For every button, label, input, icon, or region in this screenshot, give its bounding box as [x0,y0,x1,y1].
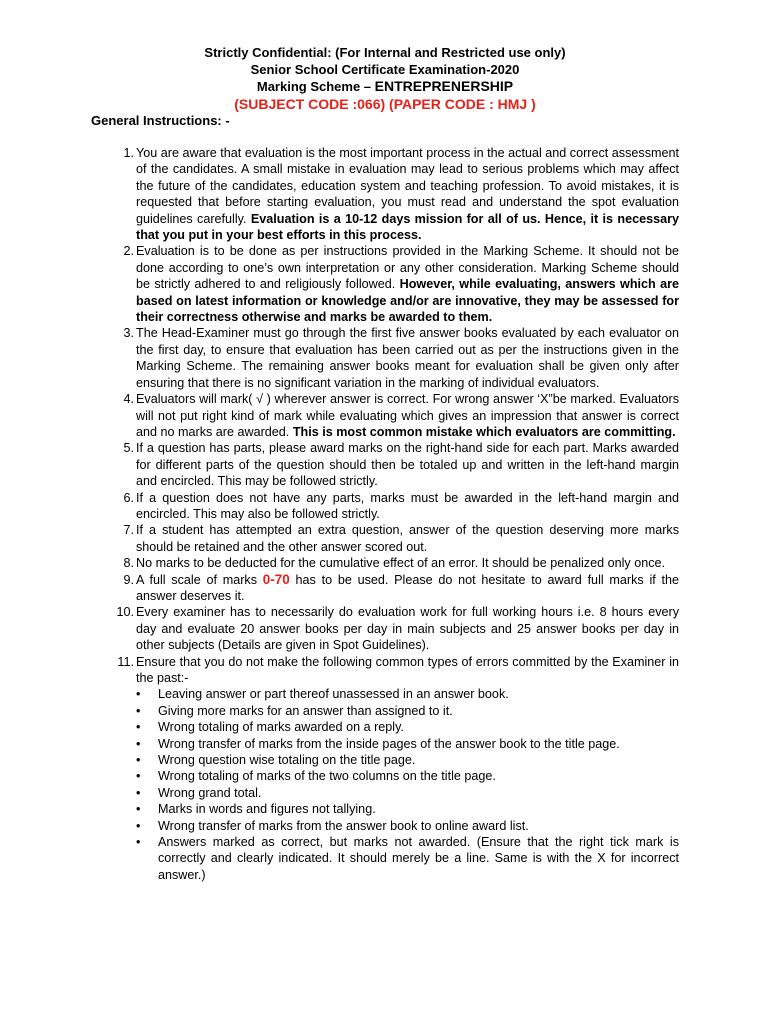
marks-range-highlight: 0-70 [262,571,290,587]
instruction-text: Evaluation is to be done as per instructions provided in the Marking Scheme. It should not be done according to one’s own interpretation or any other consideration. Marking Scheme should be strictly adhered to and religiously followed. [136,244,679,292]
bullet-text: Giving more marks for an answer than assigned to it. [158,703,453,718]
general-instructions-heading: General Instructions: - [91,113,230,128]
instruction-number: 3. [123,326,134,341]
subject-name: ENTREPRENERSHIP [374,78,514,94]
instruction-item [123,571,679,605]
instruction-text: Evaluators will mark( √ ) wherever answer is correct. For wrong answer ‘X”be marked. Evaluators will not put right kind of mark while evaluating which gives an impression that answer is correct and no marks are awarded. [136,392,679,439]
common-errors-list [136,686,679,883]
instruction-item [123,391,679,440]
error-bullet-item [136,736,679,752]
instruction-text: has to be used. Please do not hesitate to award full marks if the answer deserves it. [136,572,679,603]
error-bullet-item [136,768,679,784]
instruction-number: 2. [123,244,134,259]
confidential-line: Strictly Confidential: (For Internal and Restricted use only) [204,45,566,60]
marking-scheme-label: Marking Scheme – [256,79,375,94]
instruction-number: 8. [123,556,134,571]
instruction-text: The Head-Examiner must go through the first five answer books evaluated by each evaluator on the first day, to ensure that evaluation has been carried out as per the instructions given in the Marking Scheme. The remaining answer books meant for evaluation shall be given only after ensuring that there is no significant variation in the marking of individual evaluators. [136,326,679,390]
instruction-item [123,555,679,571]
bullet-icon: • [136,703,141,718]
bullet-text: Wrong totaling of marks of the two columns on the title page. [158,769,496,784]
bullet-text: Wrong question wise totaling on the title page. [158,753,416,768]
instruction-number: 1. [123,146,134,160]
instruction-text: If a question does not have any parts, marks must be awarded in the left-hand margin and encircled. This may also be followed strictly. [136,490,679,521]
error-bullet-item [136,703,679,719]
bullet-icon: • [136,753,141,768]
instructions-list [116,145,679,883]
instruction-item [123,145,679,243]
error-bullet-item [136,752,679,768]
bullet-text: Marks in words and figures not tallying. [158,802,376,817]
instruction-item [123,490,679,523]
instruction-bold-text: Evaluation is a 10-12 days mission for all of us. Hence, it is necessary that you put in your best efforts in this process. [136,211,679,243]
instruction-number: 5. [123,441,134,456]
bullet-text: Leaving answer or part thereof unassessed in an answer book. [158,687,509,702]
bullet-text: Wrong grand total. [158,785,262,800]
bullet-icon: • [136,835,141,850]
instruction-text: A full scale of marks [136,572,263,587]
error-bullet-item [136,834,679,883]
bullet-icon: • [136,818,141,833]
error-bullet-item [136,801,679,817]
instruction-bold-text: However, while evaluating, answers which are based on latest information or knowledge and/or are innovative, they may be assessed for their correctness otherwise and marks be awarded to them. [136,277,679,325]
marking-scheme-line [0,78,770,96]
instruction-item [123,243,679,325]
instruction-number: 6. [123,490,134,505]
instruction-text: Every examiner has to necessarily do evaluation work for full working hours i.e. 8 hours every day and evaluate 20 answer books per day in main subjects and 25 answer books per day in other subjects (Details are given in Spot Guidelines). [136,605,679,653]
error-bullet-item [136,785,679,801]
bullet-text: Answers marked as correct, but marks not awarded. (Ensure that the right tick mark is correctly and clearly indicated. It should merely be a line. Same is with the X for incorrect answer.) [158,835,679,882]
error-bullet-item [136,818,679,834]
bullet-text: Wrong transfer of marks from the inside pages of the answer book to the title page. [158,736,620,751]
instruction-number: 7. [123,523,134,538]
bullet-text: Wrong transfer of marks from the answer book to online award list. [158,818,529,833]
bullet-icon: • [136,736,141,751]
instruction-item [123,325,679,391]
instruction-item [123,440,679,489]
instruction-text: You are aware that evaluation is the most important process in the actual and correct assessment of the candidates. A small mistake in evaluation may lead to serious problems which may affect the future of the candidates, education system and teaching profession. To avoid mistakes, it is requested that before starting evaluation, you must read and understand the spot evaluation guidelines carefully. [136,146,679,226]
error-bullet-item [136,719,679,735]
instruction-text: If a question has parts, please award marks on the right-hand side for each part. Marks awarded for different parts of the question should then be totaled up and written in the left-hand margin and encircled. This may be followed strictly. [136,441,679,489]
bullet-icon: • [136,720,141,735]
instruction-item [117,654,679,884]
instruction-text: If a student has attempted an extra question, answer of the question deserving more marks should be retained and the other answer scored out. [136,523,679,554]
instruction-number: 10. [116,605,134,620]
error-bullet-item [136,686,679,702]
instruction-bold-text: This is most common mistake which evaluators are committing. [292,424,676,439]
bullet-text: Wrong totaling of marks awarded on a reply. [158,720,404,735]
bullet-icon: • [136,802,141,817]
instruction-item [116,604,679,653]
exam-title: Senior School Certificate Examination-2020 [250,61,520,77]
instruction-text: Ensure that you do not make the following common types of errors committed by the Examiner in the past:- [136,654,679,685]
bullet-icon: • [136,785,141,800]
instruction-number: 11. [117,654,134,669]
subject-paper-code: (SUBJECT CODE :066) (PAPER CODE : HMJ ) [234,95,536,112]
instruction-item [123,522,679,555]
bullet-icon: • [136,687,141,702]
document-header [0,45,770,112]
instruction-number: 4. [123,392,134,407]
instruction-number: 9. [123,572,134,587]
instruction-text: No marks to be deducted for the cumulative effect of an error. It should be penalized only once. [136,556,666,571]
bullet-icon: • [136,769,141,784]
